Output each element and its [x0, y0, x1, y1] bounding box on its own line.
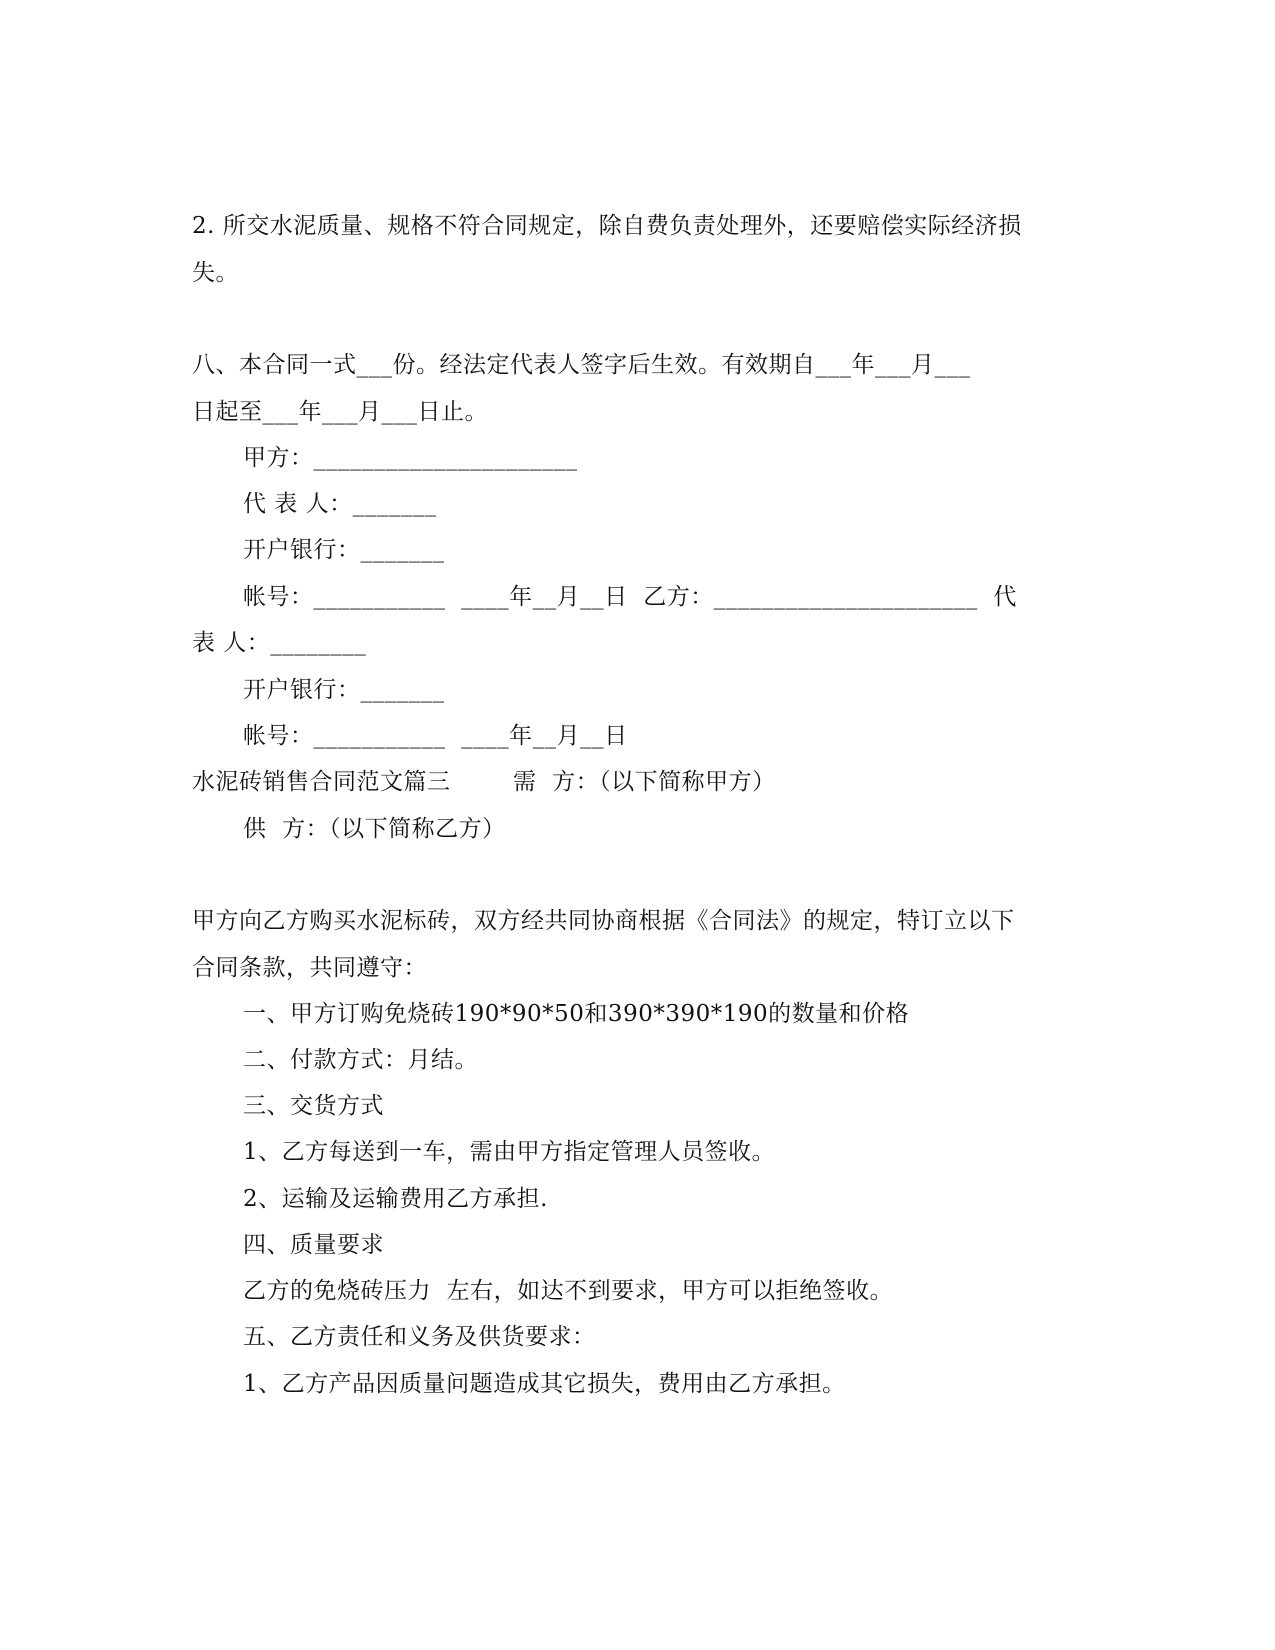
text-line: 甲方向乙方购买水泥标砖，双方经共同协商根据《合同法》的规定，特订立以下: [192, 908, 1015, 934]
account-line: 帐号：___________ ____年__月__日 乙方：______________________ 代: [243, 584, 1017, 610]
text-line: 日起至___年___月___日止。: [192, 399, 488, 425]
clause-line: 2、运输及运输费用乙方承担.: [243, 1186, 548, 1212]
clause-line: 四、质量要求: [243, 1232, 384, 1258]
party-a-line: 甲方：______________________: [243, 445, 578, 471]
bank-line: 开户银行：_______: [243, 537, 445, 563]
text-line: 2. 所交水泥质量、规格不符合同规定，除自费负责处理外，还要赔偿实际经济损: [192, 213, 1022, 239]
representative-line: 表 人：________: [192, 630, 367, 656]
supplier-line: 供 方：（以下简称乙方）: [243, 816, 506, 842]
text-line: 失。: [192, 260, 239, 286]
account-line: 帐号：___________ ____年__月__日: [243, 723, 628, 749]
clause-line: 乙方的免烧砖压力 左右，如达不到要求，甲方可以拒绝签收。: [243, 1278, 894, 1304]
clause-line: 二、付款方式：月结。: [243, 1047, 478, 1073]
clause-line: 1、乙方产品因质量问题造成其它损失，费用由乙方承担。: [243, 1371, 846, 1397]
bank-line: 开户银行：_______: [243, 677, 445, 703]
section-heading: 水泥砖销售合同范文篇三 需 方：（以下简称甲方）: [192, 769, 776, 795]
text-line: 八、本合同一式___份。经法定代表人签字后生效。有效期自___年___月___: [192, 352, 971, 378]
clause-line: 1、乙方每送到一车，需由甲方指定管理人员签收。: [243, 1139, 776, 1165]
representative-line: 代 表 人：_______: [243, 491, 437, 517]
clause-line: 五、乙方责任和义务及供货要求：: [243, 1324, 596, 1350]
clause-line: 三、交货方式: [243, 1093, 384, 1119]
clause-line: 一、甲方订购免烧砖190*90*50和390*390*190的数量和价格: [243, 1001, 910, 1027]
text-line: 合同条款，共同遵守：: [192, 955, 427, 981]
